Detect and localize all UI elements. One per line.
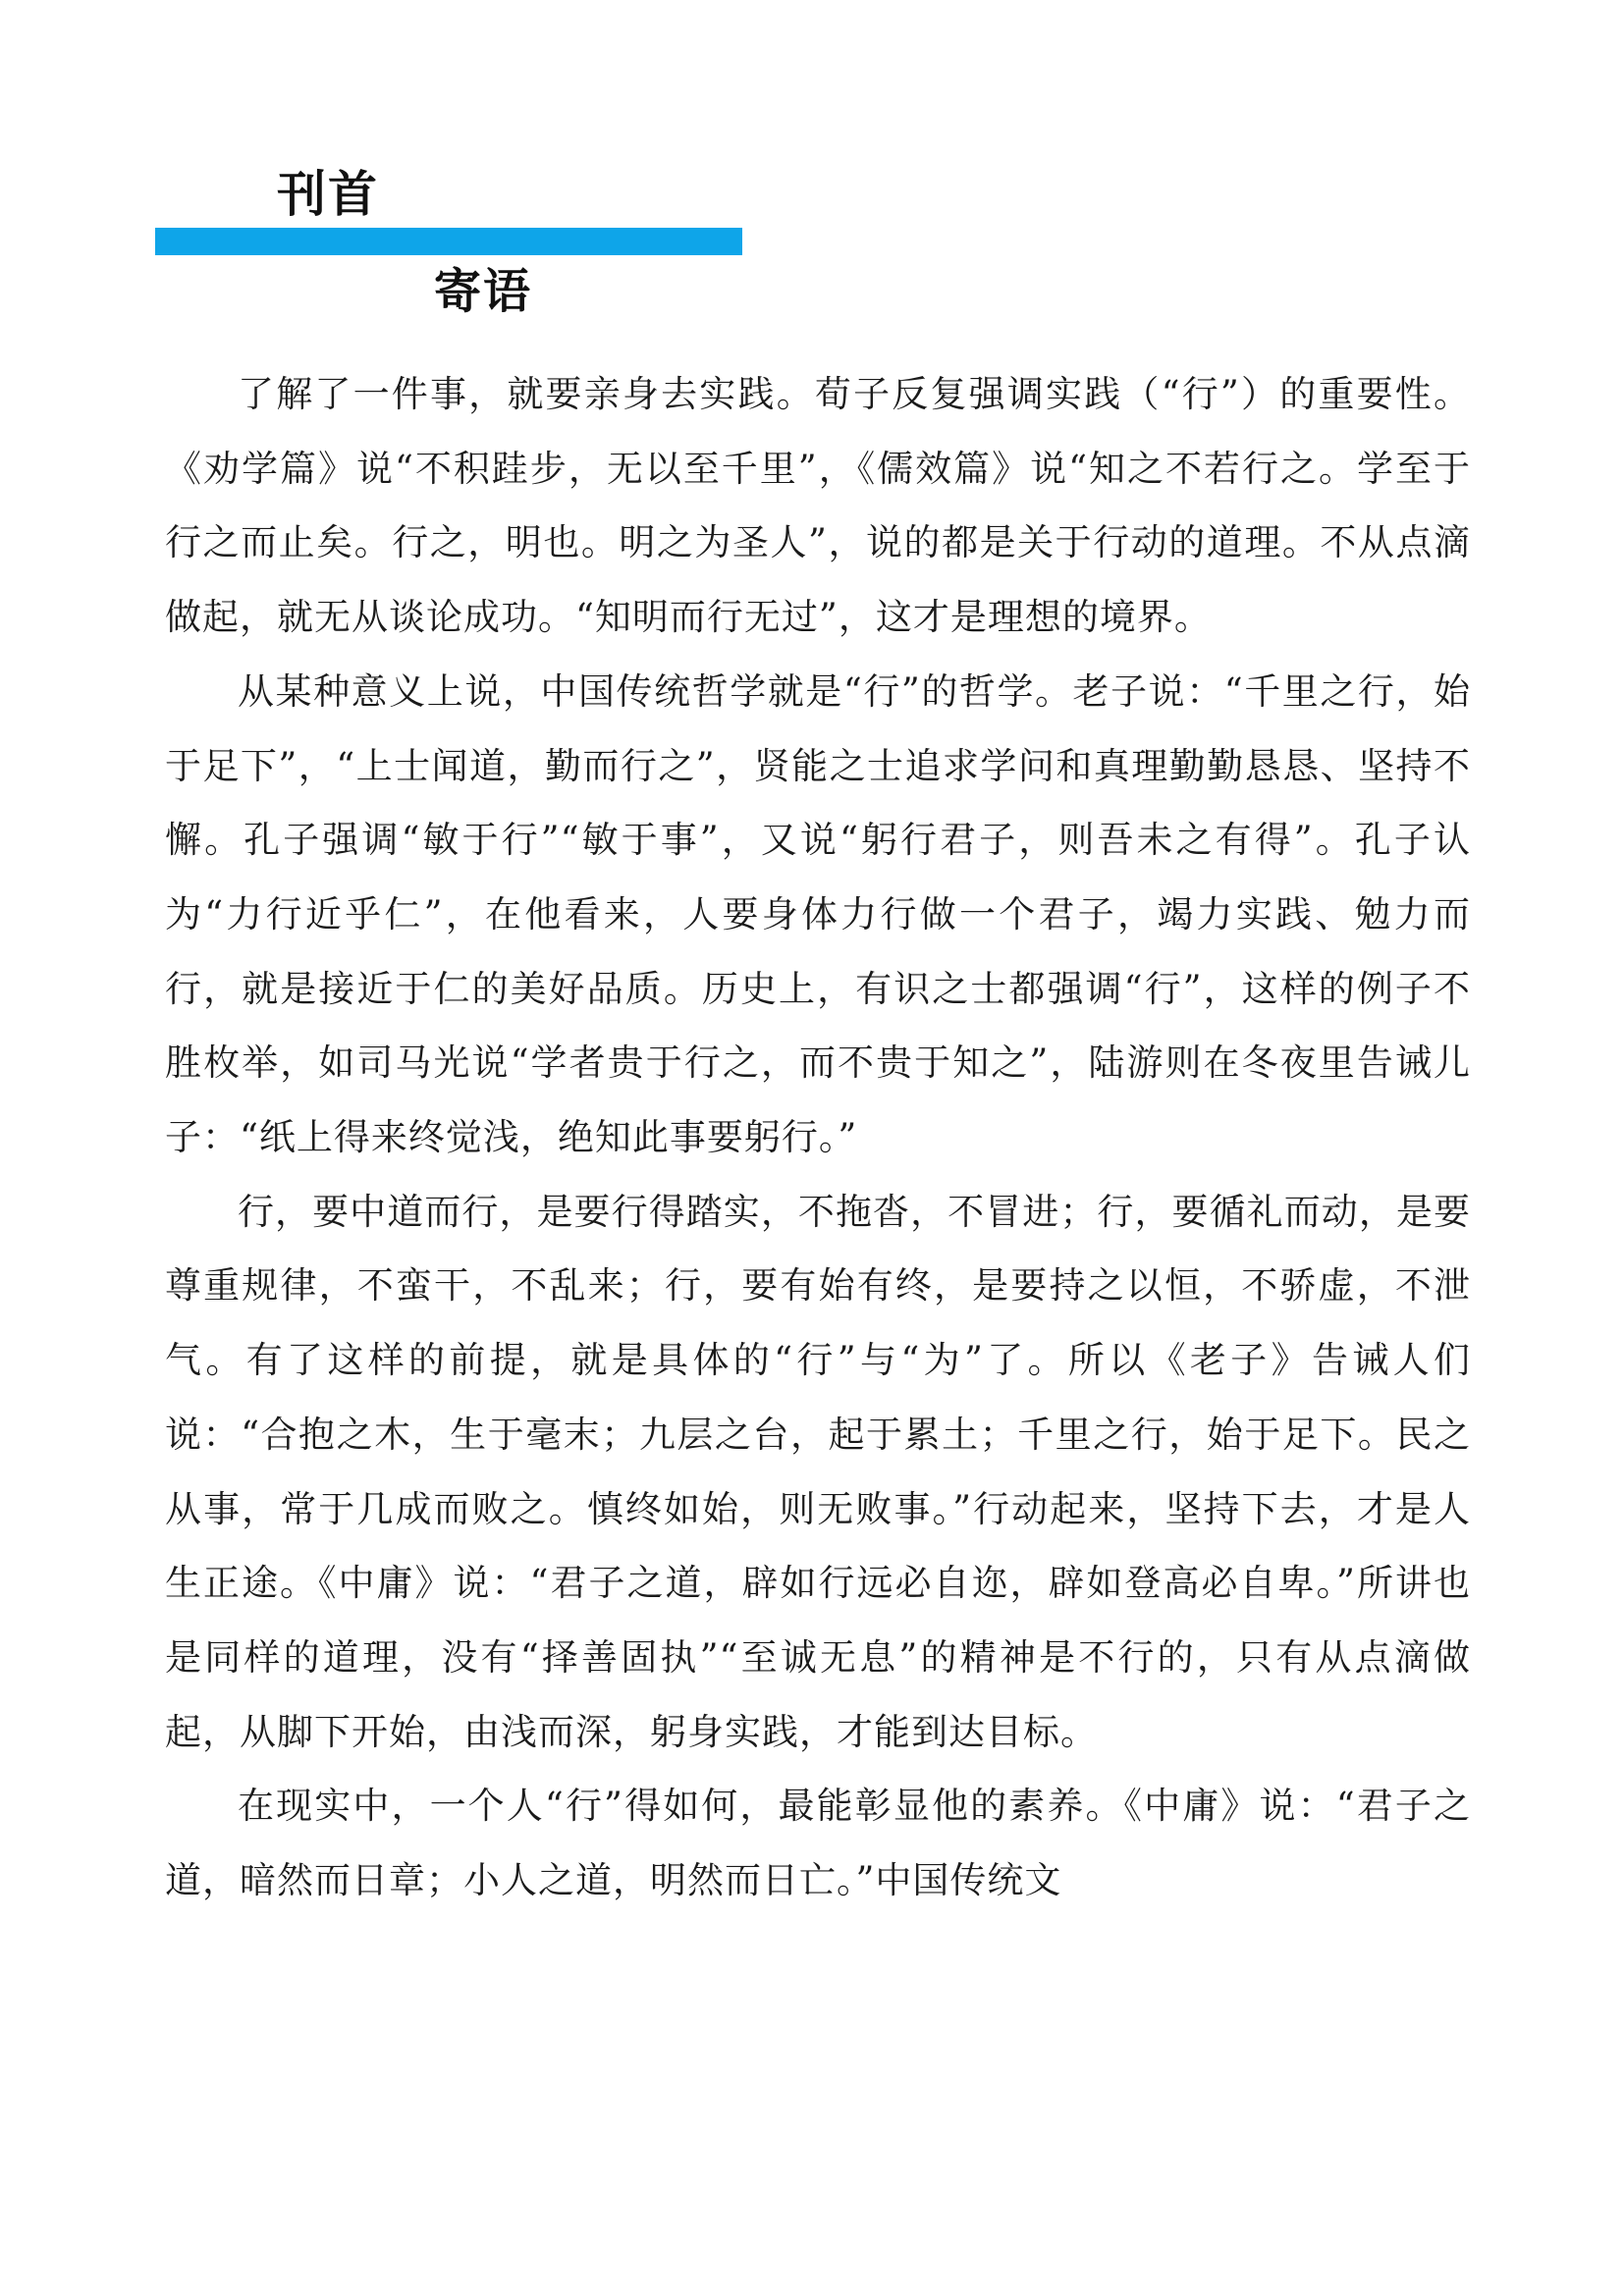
article-body: [165, 357, 1471, 1918]
section-title: 刊首: [277, 166, 379, 223]
accent-bar: [155, 228, 742, 255]
paragraph-4: 在现实中，一个人“行”得如何，最能彰显他的素养。《中庸》说：“君子之道，暗然而日章；小人之道，明然而日亡。”中国传统文: [165, 1785, 1471, 1902]
paragraph-3: 行，要中道而行，是要行得踏实，不拖沓，不冒进；行，要循礼而动，是要尊重规律，不蛮干，不乱来；行，要有始有终，是要持之以恒，不骄虚，不泄气。有了这样的前提，就是具体的“行”与“为”了。所以《老子》告诫人们说：“合抱之木，生于毫末；九层之台，起于累土；千里之行，始于足下。民之从事，常于几成而败之。慎终如始，则无败事。”行动起来，坚持下去，才是人生正途。《中庸》说：“君子之道，辟如行远必自迩，辟如登高必自卑。”所讲也是同样的道理，没有“择善固执”“至诚无息”的精神是不行的，只有从点滴做起，从脚下开始，由浅而深，躬身实践，才能到达目标。: [165, 1190, 1471, 1753]
column-title: 寄语: [434, 264, 533, 319]
paragraph-1: 了解了一件事，就要亲身去实践。荀子反复强调实践（“行”）的重要性。《劝学篇》说“不积跬步，无以至千里”，《儒效篇》说“知之不若行之。学至于行之而止矣。行之，明也。明之为圣人”，说的都是关于行动的道理。不从点滴做起，就无从谈论成功。“知明而行无过”，这才是理想的境界。: [165, 373, 1471, 639]
paragraph-2: 从某种意义上说，中国传统哲学就是“行”的哲学。老子说：“千里之行，始于足下”，“上士闻道，勤而行之”，贤能之士追求学问和真理勤勤恳恳、坚持不懈。孔子强调“敏于行”“敏于事”，又说“躬行君子，则吾未之有得”。孔子认为“力行近乎仁”，在他看来，人要身体力行做一个君子，竭力实践、勉力而行，就是接近于仁的美好品质。历史上，有识之士都强调“行”，这样的例子不胜枚举，如司马光说“学者贵于行之，而不贵于知之”，陆游则在冬夜里告诫儿子：“纸上得来终觉浅，绝知此事要躬行。”: [165, 669, 1471, 1159]
